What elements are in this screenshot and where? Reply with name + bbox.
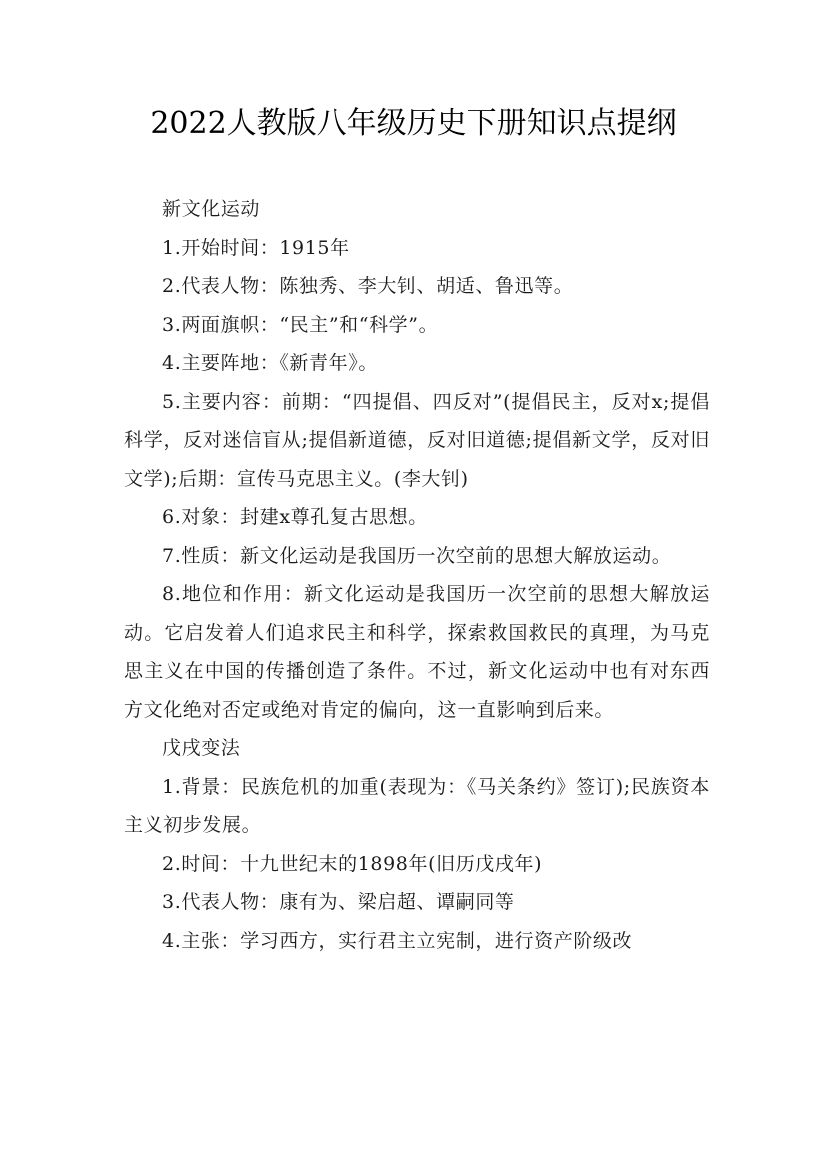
paragraph-start-time: 1.开始时间：1915年: [162, 236, 350, 259]
paragraph-time: 2.时间：十九世纪末的1898年(旧历戊戌年): [162, 852, 543, 875]
paragraph-two-banners: 3.两面旗帜：“民主”和“科学”。: [162, 313, 439, 336]
paragraph-proposition: 4.主张：学习西方，实行君主立宪制，进行资产阶级改: [162, 929, 633, 952]
section-heading-hundred-days-reform: 戊戌变法: [162, 737, 241, 759]
paragraph-background: 1.背景：民族危机的加重(表现为：《马关条约》签订);民族资本主义初步发展。: [124, 775, 710, 836]
document-body: [124, 190, 710, 960]
paragraph-reform-representatives: 3.代表人物：康有为、梁启超、谭嗣同等: [162, 891, 515, 913]
paragraph-representatives: 2.代表人物：陈独秀、李大钊、胡适、鲁迅等。: [162, 275, 574, 297]
document-title: 2022人教版八年级历史下册知识点提纲: [150, 106, 677, 141]
paragraph-nature: 7.性质：新文化运动是我国历一次空前的思想大解放运动。: [162, 544, 672, 567]
paragraph-significance: 8.地位和作用：新文化运动是我国历一次空前的思想大解放运动。它启发着人们追求民主和科学，探索救国救民的真理，为马克思主义在中国的传播创造了条件。不过，新文化运动中也有对东西方文化绝对否定或绝对肯定的偏向，这一直影响到后来。: [124, 583, 710, 721]
section-heading-new-culture-movement: 新文化运动: [162, 198, 261, 220]
paragraph-main-content: 5.主要内容：前期：“四提倡、四反对”(提倡民主，反对x;提倡科学，反对迷信盲从;提倡新道德，反对旧道德;提倡新文学，反对旧文学);后期：宣传马克思主义。(李大钊): [124, 390, 710, 490]
paragraph-main-position: 4.主要阵地：《新青年》。: [162, 352, 378, 374]
paragraph-target: 6.对象：封建x尊孔复古思想。: [162, 506, 428, 528]
